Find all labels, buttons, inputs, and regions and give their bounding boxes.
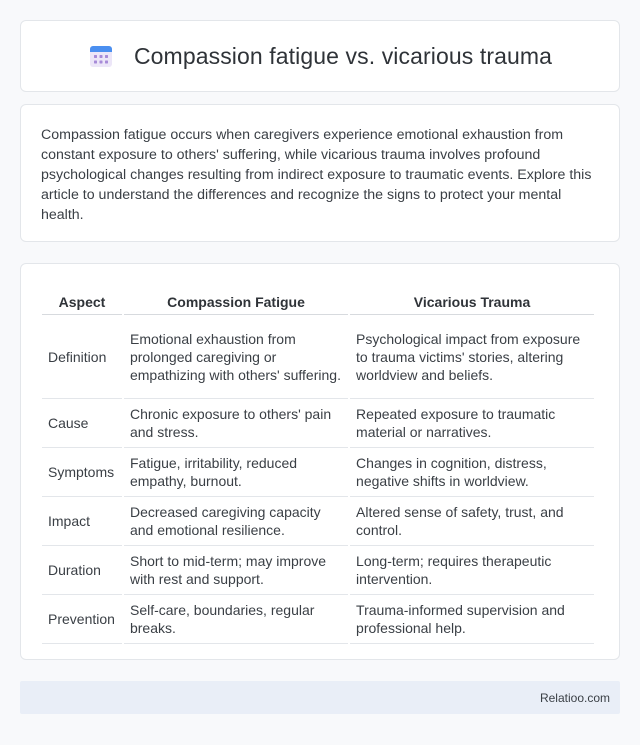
table-row (42, 448, 594, 497)
row-aspect: Impact (42, 497, 122, 546)
intro-card (20, 104, 620, 242)
row-vicarious-trauma: Changes in cognition, distress, negative shifts in worldview. (350, 448, 594, 497)
comparison-table (40, 285, 596, 644)
title-wrap (88, 43, 552, 70)
intro-paragraph: Compassion fatigue occurs when caregivers experience emotional exhaustion from constant exposure to others' suffering, while vicarious trauma involves profound psychological changes resulting from indirect exposure to traumatic events. Explore this article to understand the differences and recognize the signs to protect your mental health. (41, 127, 592, 223)
row-compassion-fatigue: Self-care, boundaries, regular breaks. (124, 595, 348, 644)
table-row (42, 546, 594, 595)
header-vicarious-trauma: Vicarious Trauma (350, 285, 594, 315)
comparison-table-card (20, 263, 620, 660)
calendar-icon (88, 43, 114, 69)
footer-brand[interactable]: Relatioo.com (539, 690, 610, 705)
row-aspect: Prevention (42, 595, 122, 644)
header-aspect: Aspect (42, 285, 122, 315)
table-row (42, 315, 594, 399)
row-compassion-fatigue: Short to mid-term; may improve with rest and support. (124, 546, 348, 595)
table-header-row (42, 285, 594, 315)
footer-bar (20, 681, 620, 714)
row-vicarious-trauma: Altered sense of safety, trust, and control. (350, 497, 594, 546)
row-compassion-fatigue: Emotional exhaustion from prolonged caregiving or empathizing with others' suffering. (124, 315, 348, 399)
table-row (42, 595, 594, 644)
row-aspect: Definition (42, 315, 122, 399)
row-vicarious-trauma: Repeated exposure to traumatic material or narratives. (350, 399, 594, 448)
table-row (42, 497, 594, 546)
row-vicarious-trauma: Long-term; requires therapeutic intervention. (350, 546, 594, 595)
row-aspect: Cause (42, 399, 122, 448)
header-compassion-fatigue: Compassion Fatigue (124, 285, 348, 315)
row-aspect: Duration (42, 546, 122, 595)
table-row (42, 399, 594, 448)
header-card (20, 20, 620, 92)
row-compassion-fatigue: Fatigue, irritability, reduced empathy, burnout. (124, 448, 348, 497)
row-compassion-fatigue: Chronic exposure to others' pain and stress. (124, 399, 348, 448)
page-title: Compassion fatigue vs. vicarious trauma (133, 42, 553, 69)
row-compassion-fatigue: Decreased caregiving capacity and emotional resilience. (124, 497, 348, 546)
row-vicarious-trauma: Psychological impact from exposure to trauma victims' stories, altering worldview and beliefs. (350, 315, 594, 399)
row-vicarious-trauma: Trauma-informed supervision and professional help. (350, 595, 594, 644)
row-aspect: Symptoms (42, 448, 122, 497)
